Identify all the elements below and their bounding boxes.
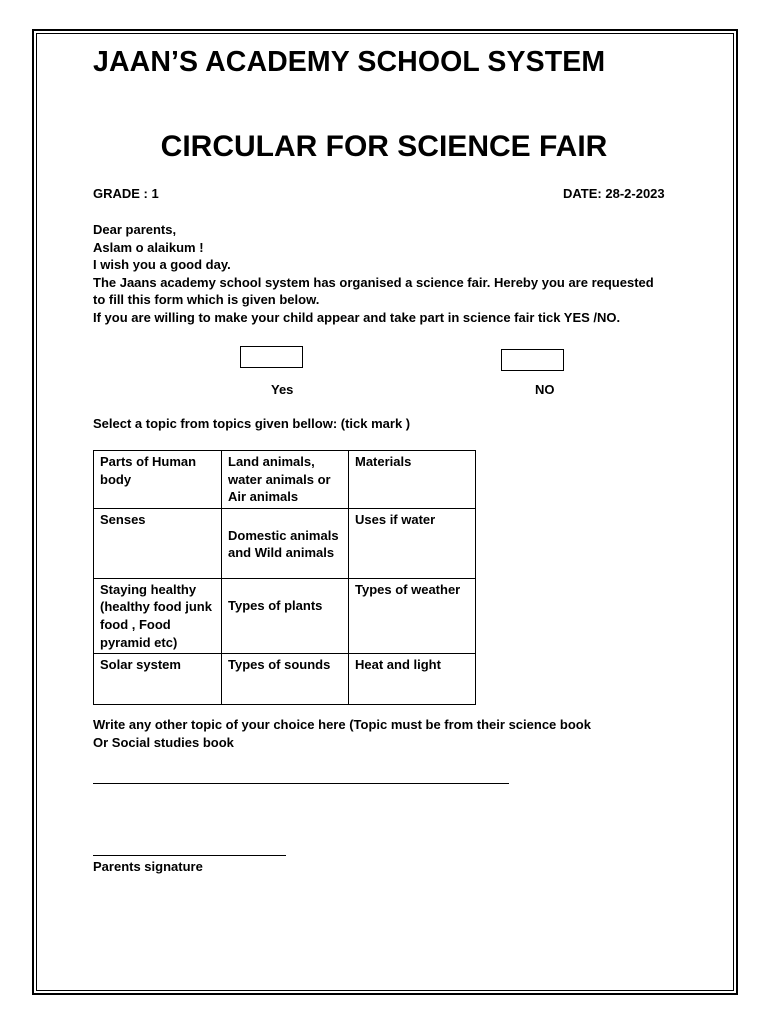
letter-line: Aslam o alaikum !	[93, 239, 204, 255]
topic-cell[interactable]: Types of plants	[222, 578, 349, 653]
topic-cell[interactable]: Land animals, water animals or Air animals	[222, 451, 349, 509]
topic-cell[interactable]: Solar system	[94, 654, 222, 705]
other-topic-instruction	[93, 716, 591, 751]
table-row	[94, 508, 476, 578]
yes-label: Yes	[271, 382, 294, 397]
letter-line: Dear parents,	[93, 222, 177, 237]
letter-line: If you are willing to make your child appear and take part in science fair tick YES /NO.	[93, 309, 621, 325]
table-row	[94, 451, 476, 509]
letter-line: I wish you a good day.	[93, 257, 231, 273]
topics-table	[93, 450, 476, 705]
date-label: DATE: 28-2-2023	[563, 186, 665, 201]
topic-cell[interactable]: Parts of Human body	[94, 451, 222, 509]
letter-line: to fill this form which is given below.	[93, 292, 320, 308]
table-row	[94, 654, 476, 705]
signature-line[interactable]	[93, 855, 286, 856]
no-tick-box[interactable]	[501, 349, 564, 371]
topic-cell[interactable]: Domestic animals and Wild animals	[222, 508, 349, 578]
letter-line: The Jaans academy school system has organised a science fair. Hereby you are requested	[93, 274, 654, 290]
school-name: JAAN’S ACADEMY SCHOOL SYSTEM	[93, 46, 606, 78]
signature-label: Parents signature	[93, 859, 203, 874]
topic-cell[interactable]: Types of weather	[349, 578, 476, 653]
topic-cell[interactable]: Heat and light	[349, 654, 476, 705]
circular-title: CIRCULAR FOR SCIENCE FAIR	[160, 130, 608, 163]
other-topic-line: Write any other topic of your choice here (Topic must be from their science book	[93, 717, 591, 732]
letter-body	[93, 221, 693, 327]
yes-tick-box[interactable]	[240, 346, 303, 368]
topic-cell[interactable]: Staying healthy (healthy food junk food , Food pyramid etc)	[94, 578, 222, 653]
other-topic-line: Or Social studies book	[93, 734, 234, 750]
other-topic-write-line[interactable]	[93, 783, 509, 784]
topic-cell[interactable]: Materials	[349, 451, 476, 509]
table-row	[94, 578, 476, 653]
topic-cell[interactable]: Senses	[94, 508, 222, 578]
topic-instruction: Select a topic from topics given bellow: (tick mark )	[93, 416, 411, 431]
topic-cell[interactable]: Types of sounds	[222, 654, 349, 705]
topic-cell[interactable]: Uses if water	[349, 508, 476, 578]
no-label: NO	[535, 382, 555, 397]
grade-label: GRADE : 1	[93, 186, 159, 201]
